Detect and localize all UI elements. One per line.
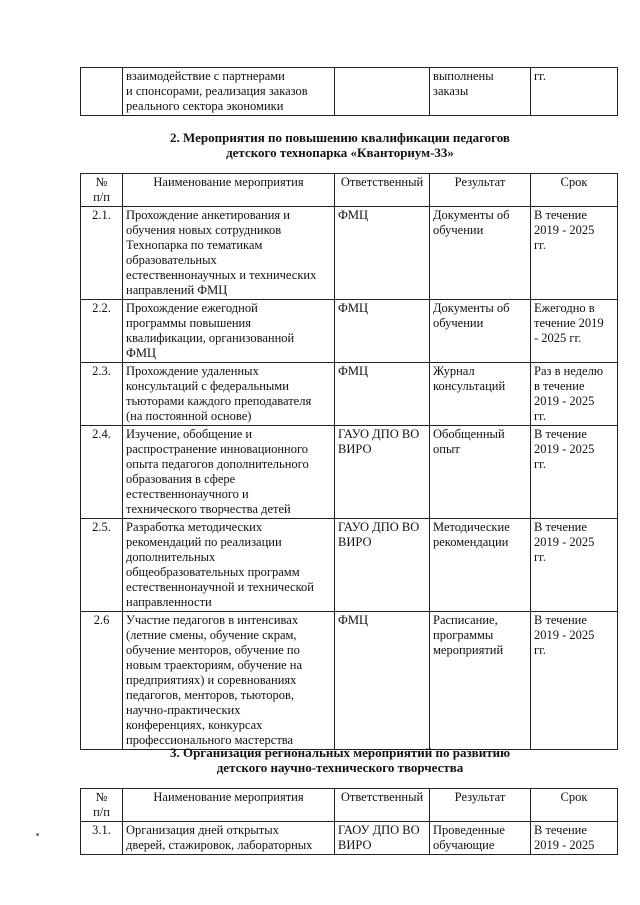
row-name: Прохождение анкетирования и обучения новых сотрудников Технопарка по тематикам образовательных естественнонаучных и технических направлений ФМЦ bbox=[123, 207, 335, 300]
scan-dot bbox=[36, 833, 39, 836]
header-result: Результат bbox=[430, 174, 531, 207]
row-result: Методические рекомендации bbox=[430, 519, 531, 612]
row-responsible: ФМЦ bbox=[335, 300, 430, 363]
header-term: Срок bbox=[531, 789, 618, 822]
row-num: 2.3. bbox=[81, 363, 123, 426]
row-result: Проведенные обучающие bbox=[430, 822, 531, 855]
row-responsible bbox=[335, 68, 430, 116]
header-responsible: Ответственный bbox=[335, 174, 430, 207]
section-2-table bbox=[80, 173, 618, 750]
row-term: Раз в неделю в течение 2019 - 2025 гг. bbox=[531, 363, 618, 426]
section-3-table bbox=[80, 788, 618, 855]
row-name: Прохождение удаленных консультаций с федеральными тьюторами каждого преподавателя (на постоянной основе) bbox=[123, 363, 335, 426]
row-responsible: ФМЦ bbox=[335, 612, 430, 750]
header-responsible: Ответственный bbox=[335, 789, 430, 822]
row-num: 2.1. bbox=[81, 207, 123, 300]
row-term: В течение 2019 - 2025 гг. bbox=[531, 612, 618, 750]
header-result: Результат bbox=[430, 789, 531, 822]
header-num: № п/п bbox=[81, 174, 123, 207]
row-name: Изучение, обобщение и распространение инновационного опыта педагогов дополнительного образования в сфере естественнонаучного и технического творчества детей bbox=[123, 426, 335, 519]
row-num: 3.1. bbox=[81, 822, 123, 855]
row-result: Расписание, программы мероприятий bbox=[430, 612, 531, 750]
table-row bbox=[81, 300, 618, 363]
table-row bbox=[81, 363, 618, 426]
row-name: Разработка методических рекомендаций по реализации дополнительных общеобразовательных программ естественнонаучной и технической направленности bbox=[123, 519, 335, 612]
row-num: 2.2. bbox=[81, 300, 123, 363]
table-row bbox=[81, 68, 618, 116]
header-name: Наименование мероприятия bbox=[123, 789, 335, 822]
row-term: Ежегодно в течение 2019 - 2025 гг. bbox=[531, 300, 618, 363]
table-row bbox=[81, 519, 618, 612]
row-term: В течение 2019 - 2025 гг. bbox=[531, 426, 618, 519]
table-row bbox=[81, 426, 618, 519]
table-header-row bbox=[81, 174, 618, 207]
row-num: 2.4. bbox=[81, 426, 123, 519]
row-result: Журнал консультаций bbox=[430, 363, 531, 426]
row-responsible: ГАУО ДПО ВО ВИРО bbox=[335, 426, 430, 519]
table-row bbox=[81, 822, 618, 855]
header-num: № п/п bbox=[81, 789, 123, 822]
row-result: Документы об обучении bbox=[430, 300, 531, 363]
row-term: В течение 2019 - 2025 гг. bbox=[531, 207, 618, 300]
top-continuation-table bbox=[80, 67, 618, 116]
row-responsible: ГАУО ДПО ВО ВИРО bbox=[335, 519, 430, 612]
header-name: Наименование мероприятия bbox=[123, 174, 335, 207]
row-result: Обобщенный опыт bbox=[430, 426, 531, 519]
row-num: 2.5. bbox=[81, 519, 123, 612]
row-term: В течение 2019 - 2025 гг. bbox=[531, 519, 618, 612]
table-header-row bbox=[81, 789, 618, 822]
row-responsible: ГАОУ ДПО ВО ВИРО bbox=[335, 822, 430, 855]
row-responsible: ФМЦ bbox=[335, 207, 430, 300]
row-result: выполнены заказы bbox=[430, 68, 531, 116]
row-name: Участие педагогов в интенсивах (летние смены, обучение скрам, обучение менторов, обучение по новым траекториям, обучение на предприятиях) и соревнованиях педагогов, менторов, тьюторов, научно-практических конференциях, конкурсах профессионального мастерства bbox=[123, 612, 335, 750]
section-2-title: 2. Мероприятия по повышению квалификации педагогов детского технопарка «Кванториум-33» bbox=[170, 130, 510, 160]
row-num: 2.6 bbox=[81, 612, 123, 750]
row-term: В течение 2019 - 2025 bbox=[531, 822, 618, 855]
row-num bbox=[81, 68, 123, 116]
section-3-title: 3. Организация региональных мероприятий по развитию детского научно-технического творчества bbox=[170, 745, 510, 775]
row-name: Организация дней открытых дверей, стажировок, лабораторных bbox=[123, 822, 335, 855]
row-name: Прохождение ежегодной программы повышения квалификации, организованной ФМЦ bbox=[123, 300, 335, 363]
row-term: гг. bbox=[531, 68, 618, 116]
table-row bbox=[81, 207, 618, 300]
row-result: Документы об обучении bbox=[430, 207, 531, 300]
row-responsible: ФМЦ bbox=[335, 363, 430, 426]
row-name: взаимодействие с партнерами и спонсорами, реализация заказов реального сектора экономики bbox=[123, 68, 335, 116]
table-row bbox=[81, 612, 618, 750]
header-term: Срок bbox=[531, 174, 618, 207]
